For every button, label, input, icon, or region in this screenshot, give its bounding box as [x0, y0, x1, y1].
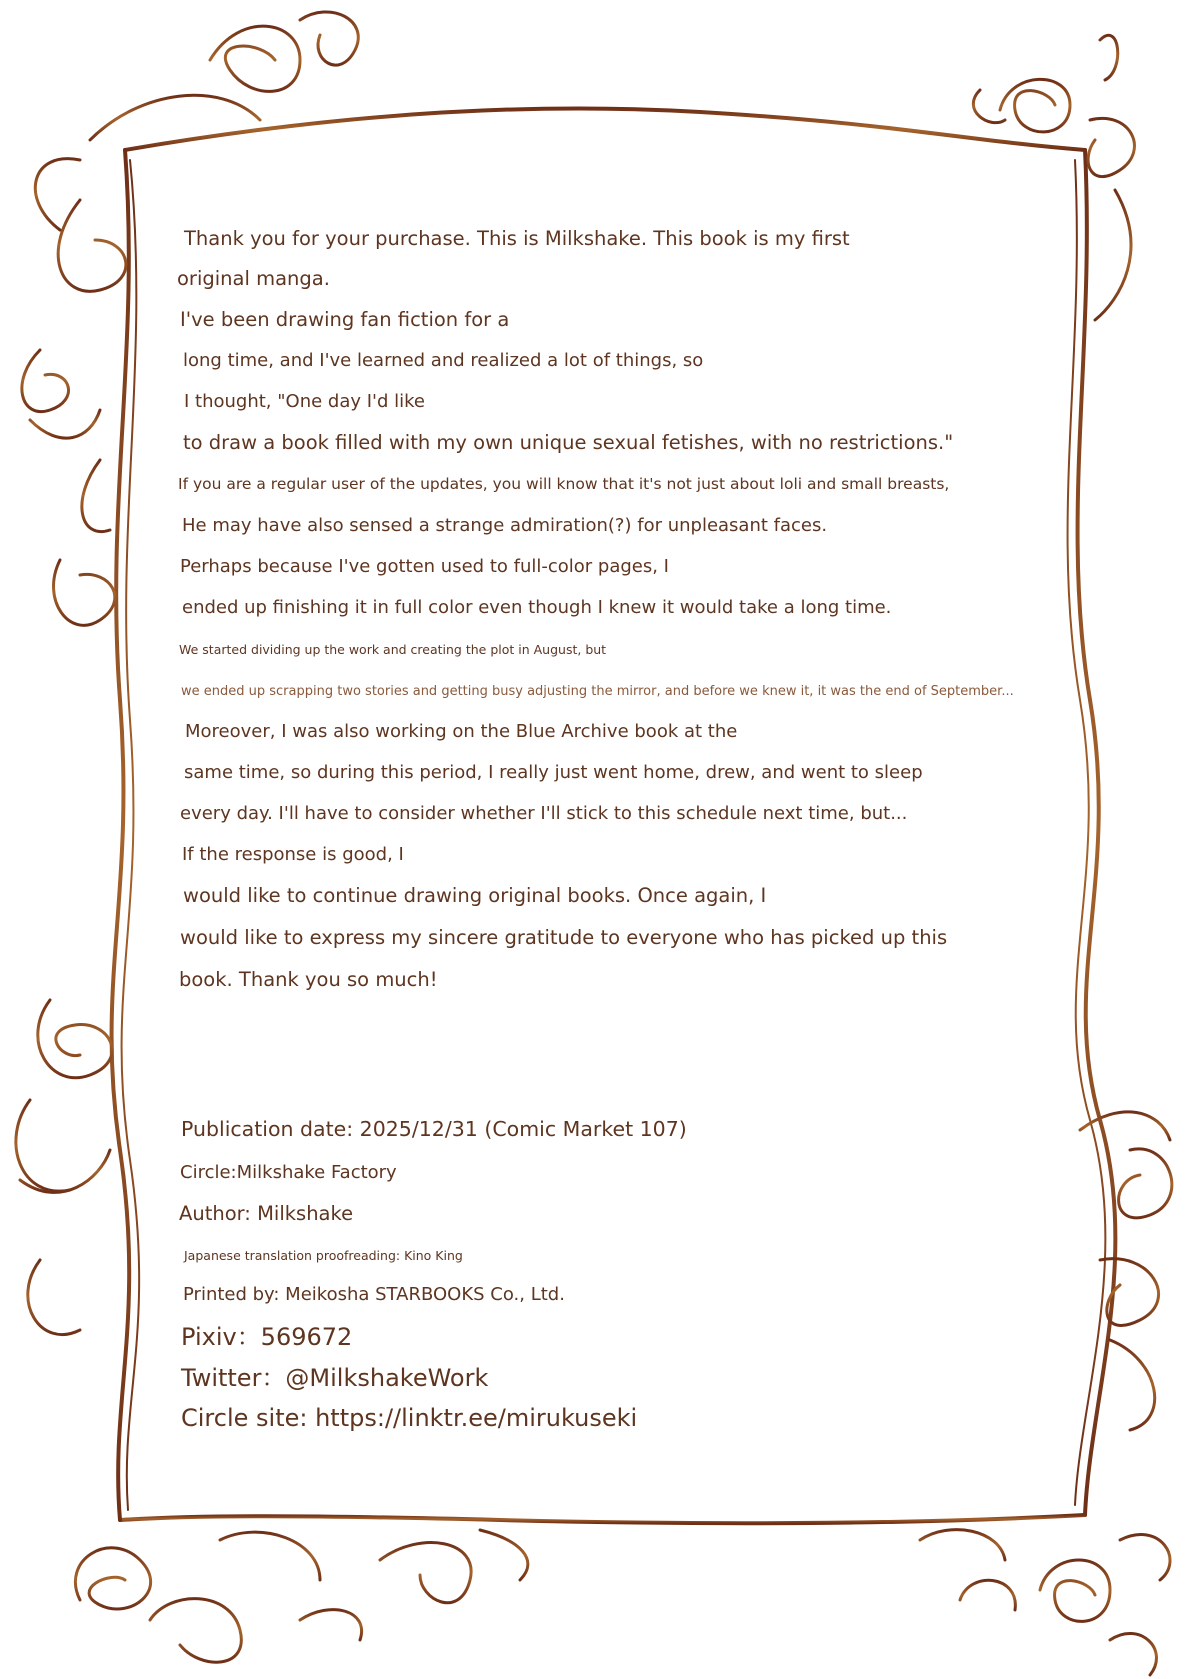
- afterword-line-18: would like to express my sincere gratitude to everyone who has picked up this: [180, 926, 948, 949]
- afterword-line-7: If you are a regular user of the updates, you will know that it's not just about loli and small breasts,: [178, 475, 950, 493]
- afterword-line-10: ended up finishing it in full color even though I knew it would take a long time.: [182, 597, 892, 618]
- rose-left-middle-icon: [16, 1000, 112, 1335]
- afterword-line-16: If the response is good, I: [182, 844, 404, 865]
- afterword-line-19: book. Thank you so much!: [179, 968, 438, 991]
- frame-top-edge: [125, 108, 1085, 150]
- twitter-handle: Twitter：@MilkshakeWork: [181, 1364, 489, 1392]
- rose-bottom-right-icon: [920, 1530, 1170, 1675]
- afterword-line-5: I thought, "One day I'd like: [184, 391, 425, 412]
- pixiv-id: Pixiv：569672: [181, 1323, 353, 1351]
- proofreading-credit: Japanese translation proofreading: Kino King: [184, 1248, 463, 1263]
- printer: Printed by: Meikosha STARBOOKS Co., Ltd.: [183, 1284, 565, 1305]
- afterword-line-8: He may have also sensed a strange admiration(?) for unpleasant faces.: [182, 515, 828, 536]
- afterword-line-2: original manga.: [177, 267, 330, 290]
- afterword-line-12: we ended up scrapping two stories and getting busy adjusting the mirror, and before we knew it, it was the end of September...: [181, 684, 1014, 699]
- afterword-line-4: long time, and I've learned and realized a lot of things, so: [183, 350, 704, 371]
- afterword-line-9: Perhaps because I've gotten used to full-color pages, I: [180, 556, 669, 577]
- circle-name: Circle:Milkshake Factory: [180, 1162, 397, 1183]
- afterword-line-15: every day. I'll have to consider whether I'll stick to this schedule next time, but...: [180, 803, 908, 824]
- afterword-line-11: We started dividing up the work and creating the plot in August, but: [179, 642, 607, 657]
- frame-bottom-edge: [120, 1515, 1085, 1523]
- publication-date: Publication date: 2025/12/31 (Comic Market 107): [181, 1117, 687, 1141]
- afterword-line-13: Moreover, I was also working on the Blue Archive book at the: [185, 721, 738, 742]
- circle-site-link: Circle site: https://linktr.ee/mirukuseki: [181, 1404, 638, 1432]
- rose-bottom-left-icon: [75, 1530, 527, 1662]
- afterword-line-6: to draw a book filled with my own unique sexual fetishes, with no restrictions.": [183, 431, 954, 454]
- author: Author: Milkshake: [179, 1202, 354, 1225]
- afterword-line-1: Thank you for your purchase. This is Milkshake. This book is my first: [184, 227, 850, 250]
- afterword-line-3: I've been drawing fan fiction for a: [180, 308, 510, 331]
- rose-right-middle-icon: [1080, 1112, 1172, 1430]
- frame-right-edge: [1078, 150, 1116, 1515]
- afterword-line-14: same time, so during this period, I really just went home, drew, and went to sleep: [184, 762, 923, 783]
- rose-top-right-icon: [973, 35, 1134, 320]
- afterword-line-17: would like to continue drawing original books. Once again, I: [183, 884, 767, 907]
- frame-left-edge: [112, 150, 130, 1520]
